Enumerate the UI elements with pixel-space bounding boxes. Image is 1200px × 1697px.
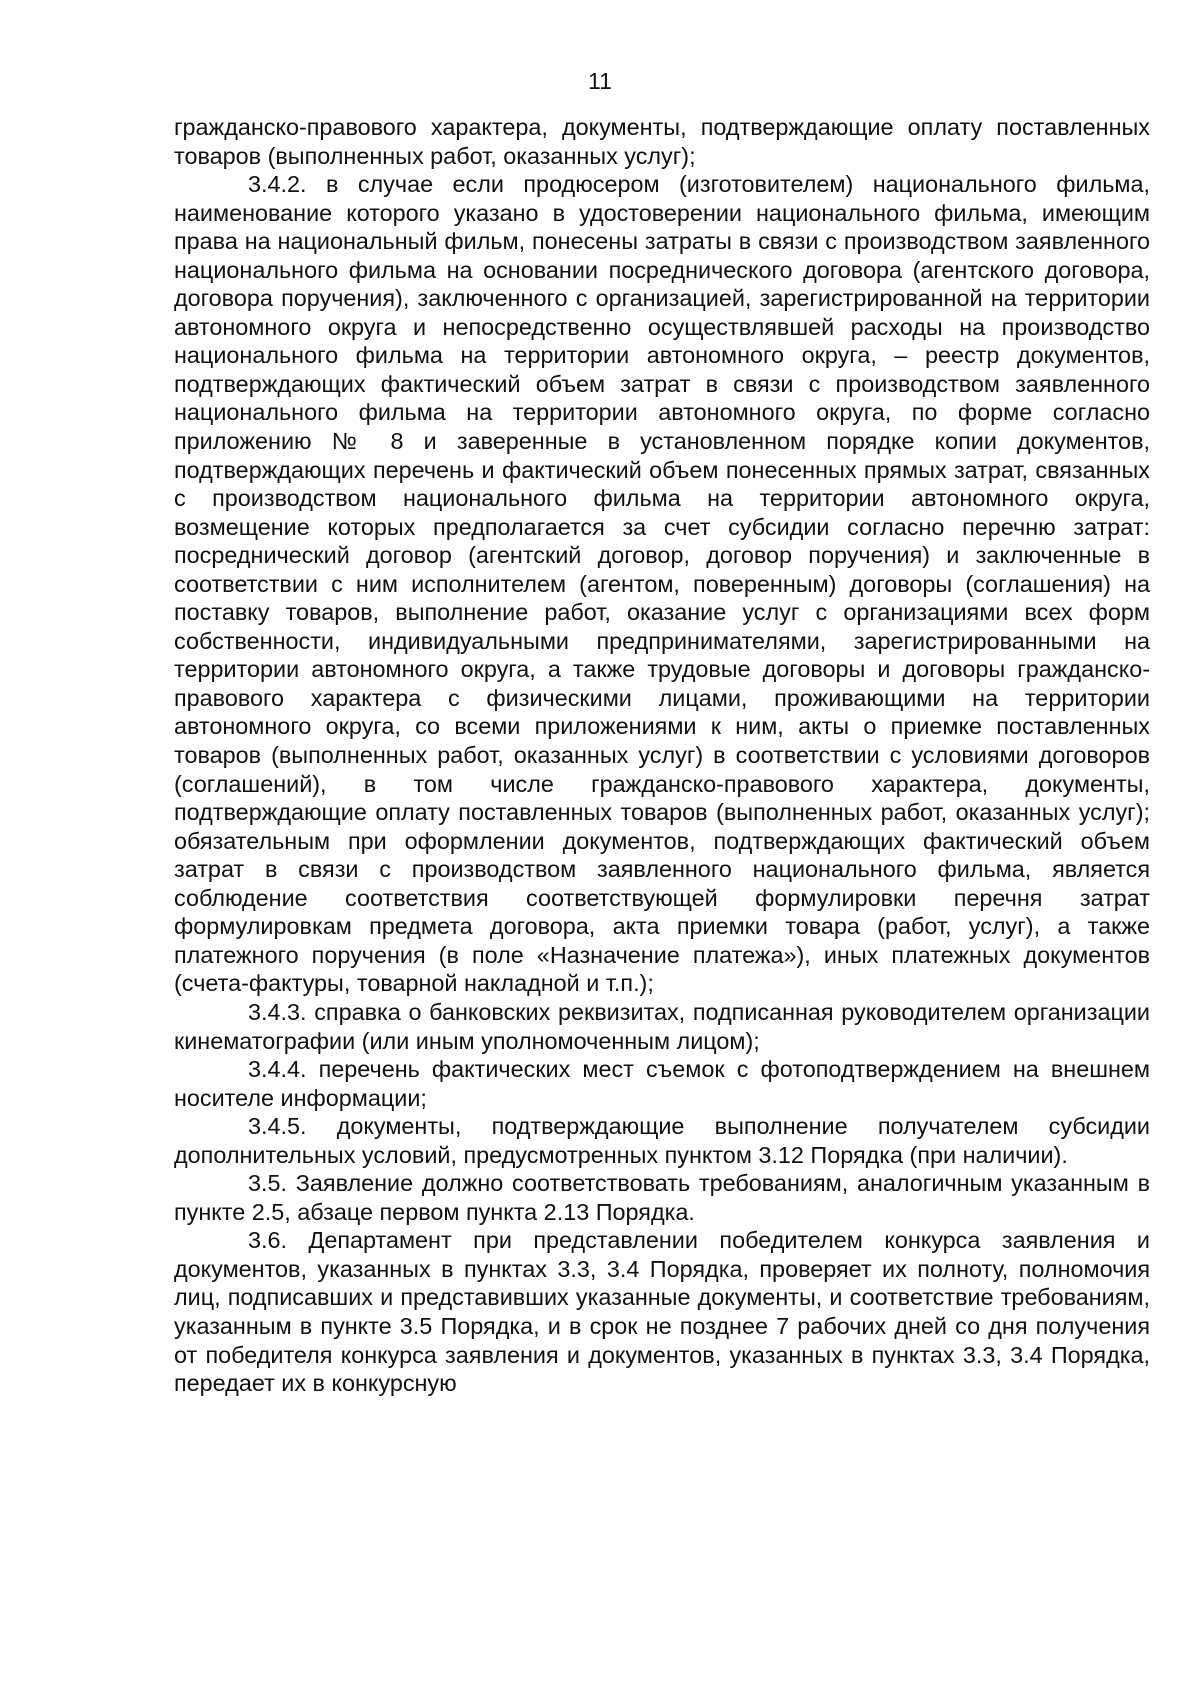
paragraph-3-4-2: 3.4.2. в случае если продюсером (изготовителем) национального фильма, наименование которого указано в удостоверении национального фильма, имеющим права на национальный фильм, понесены затраты в связи с производством заявленного национального фильма на основании посреднического договора (агентского договора, договора поручения), заключенного с организацией, зарегистрированной на территории автономного округа и непосредственно осуществлявшей расходы на производство национального фильма на территории автономного округа, – реестр документов, подтверждающих фактический объем затрат в связи с производством заявленного национального фильма на территории автономного округа, по форме согласно приложению № 8 и заверенные в установленном порядке копии документов, подтверждающих перечень и фактический объем понесенных прямых затрат, связанных с производством национального фильма на территории автономного округа, возмещение которых предполагается за счет субсидии согласно перечню затрат: посреднический договор (агентский договор, договор поручения) и заключенные в соответствии с ним исполнителем (агентом, поверенным) договоры (соглашения) на поставку товаров, выполнение работ, оказание услуг с организациями всех форм собственности, индивидуальными предпринимателями, зарегистрированными на территории автономного округа, а также трудовые договоры и договоры гражданско-правового характера с физическими лицами, проживающими на территории автономного округа, со всеми приложениями к ним, акты о приемке поставленных товаров (выполненных работ, оказанных услуг) в соответствии с условиями договоров (соглашений), в том числе гражданско-правового характера, документы, подтверждающие оплату поставленных товаров (выполненных работ, оказанных услуг); обязательным при оформлении документов, подтверждающих фактический объем затрат в связи с производством заявленного национального фильма, является соблюдение соответствия соответствующей формулировки перечня затрат формулировкам предмета договора, акта приемки товара (работ, услуг), а также платежного поручения (в поле «Назначение платежа»), иных платежных документов (счета-фактуры, товарной накладной и т.п.); (174, 171, 1150, 997)
paragraph-3-4-3: 3.4.3. справка о банковских реквизитах, подписанная руководителем организации кинематографии (или иным уполномоченным лицом); (174, 998, 1150, 1054)
paragraph-3-5: 3.5. Заявление должно соответствовать требованиям, аналогичным указанным в пункте 2.5, абзаце первом пункта 2.13 Порядка. (174, 1170, 1150, 1225)
document-body (174, 113, 1150, 1398)
page-number: 11 (588, 68, 612, 94)
paragraph-continuation: гражданско-правового характера, документы, подтверждающие оплату поставленных товаров (выполненных работ, оказанных услуг); (174, 114, 1150, 169)
paragraph-3-4-4: 3.4.4. перечень фактических мест съемок с фотоподтверждением на внешнем носителе информации; (174, 1056, 1150, 1111)
paragraph-3-6: 3.6. Департамент при представлении победителем конкурса заявления и документов, указанных в пунктах 3.3, 3.4 Порядка, проверяет их полноту, полномочия лиц, подписавших и представивших указанные документы, и соответствие требованиям, указанным в пункте 3.5 Порядка, и в срок не позднее 7 рабочих дней со дня получения от победителя конкурса заявления и документов, указанных в пунктах 3.3, 3.4 Порядка, передает их в конкурсную (174, 1227, 1150, 1397)
paragraph-3-4-5: 3.4.5. документы, подтверждающие выполнение получателем субсидии дополнительных условий, предусмотренных пунктом 3.12 Порядка (при наличии). (174, 1113, 1150, 1168)
